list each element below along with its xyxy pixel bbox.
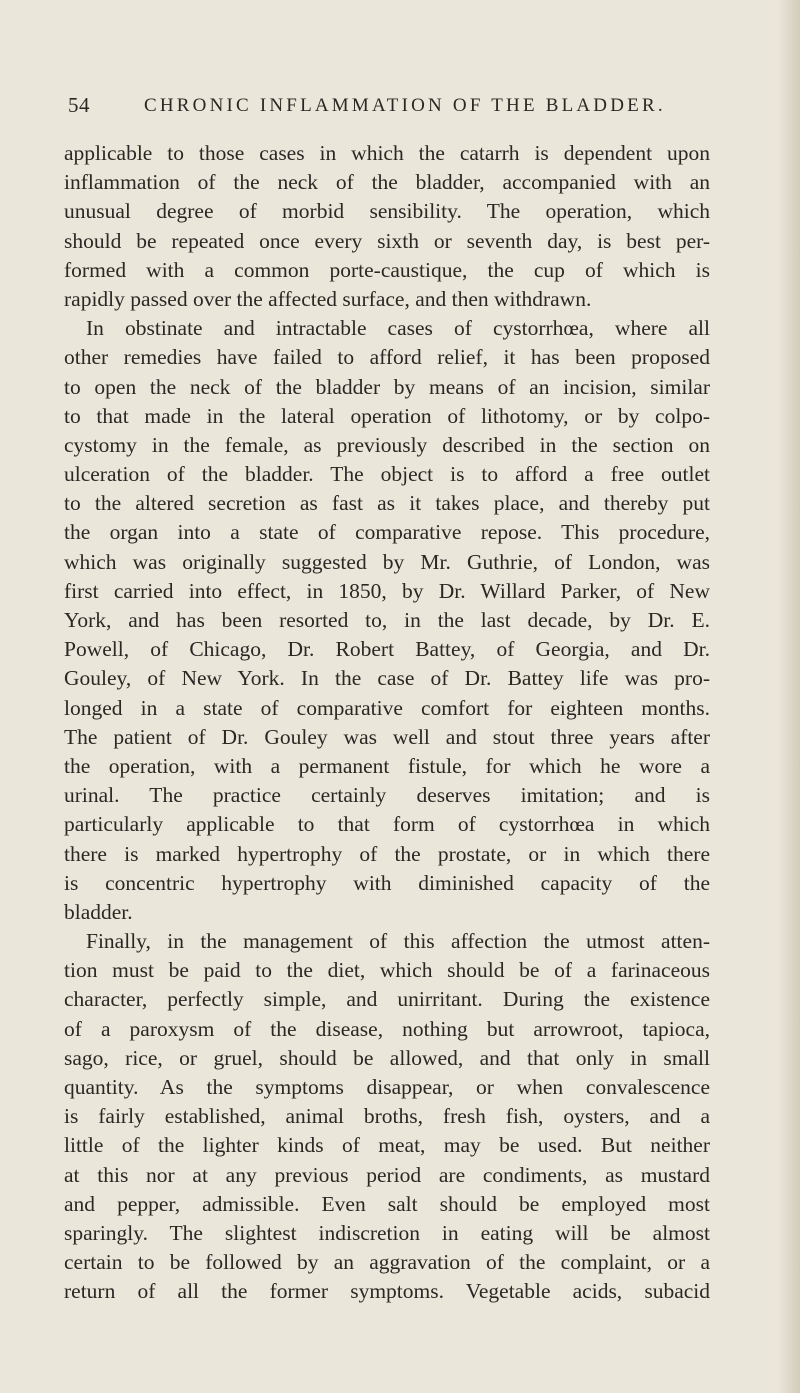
body-text <box>64 139 710 1307</box>
running-head: CHRONIC INFLAMMATION OF THE BLADDER. <box>144 95 666 116</box>
text-line: certain to be followed by an aggravation of the complaint, or a <box>64 1250 710 1275</box>
text-line: tion must be paid to the diet, which should be of a farinaceous <box>64 958 710 983</box>
text-line: to the altered secretion as fast as it takes place, and thereby put <box>64 491 710 516</box>
text-line: rapidly passed over the affected surface, and then withdrawn. <box>64 286 592 311</box>
text-line: little of the lighter kinds of meat, may be used. But neither <box>64 1133 710 1158</box>
text-line: first carried into effect, in 1850, by Dr. Willard Parker, of New <box>64 578 710 603</box>
text-line: bladder. <box>64 899 133 924</box>
text-line: Powell, of Chicago, Dr. Robert Battey, of Georgia, and Dr. <box>64 637 710 662</box>
text-line: quantity. As the symptoms disappear, or when convalescence <box>64 1075 710 1099</box>
text-line: and pepper, admissible. Even salt should be employed most <box>64 1191 710 1216</box>
text-line: sparingly. The slightest indiscretion in eating will be almost <box>64 1220 710 1245</box>
text-line: which was originally suggested by Mr. Guthrie, of London, was <box>64 549 710 574</box>
text-line: is concentric hypertrophy with diminished capacity of the <box>64 870 710 895</box>
text-line: York, and has been resorted to, in the last decade, by Dr. E. <box>64 608 710 632</box>
text-line: Finally, in the management of this affection the utmost atten- <box>86 929 710 954</box>
text-line: there is marked hypertrophy of the prostate, or in which there <box>64 841 710 866</box>
text-line: other remedies have failed to afford relief, it has been proposed <box>64 345 710 370</box>
text-line: applicable to those cases in which the catarrh is dependent upon <box>64 141 710 165</box>
text-line: is fairly established, animal broths, fresh fish, oysters, and a <box>64 1104 710 1129</box>
text-line: at this nor at any previous period are condiments, as mustard <box>64 1162 710 1187</box>
text-line: formed with a common porte-caustique, the cup of which is <box>64 257 710 282</box>
text-line: particularly applicable to that form of cystorrhœa in which <box>64 812 710 837</box>
text-line: the organ into a state of comparative repose. This procedure, <box>64 520 710 545</box>
page-header <box>68 93 708 123</box>
text-line: to open the neck of the bladder by means of an incision, similar <box>64 374 710 399</box>
text-line: longed in a state of comparative comfort for eighteen months. <box>64 695 710 720</box>
text-line: sago, rice, or gruel, should be allowed, and that only in small <box>64 1045 710 1070</box>
text-line: to that made in the lateral operation of lithotomy, or by colpo- <box>64 403 710 428</box>
text-line: return of all the former symptoms. Vegetable acids, subacid <box>64 1279 710 1304</box>
text-line: The patient of Dr. Gouley was well and stout three years after <box>64 724 710 749</box>
text-line: the operation, with a permanent fistule, for which he wore a <box>64 753 710 778</box>
text-line: inflammation of the neck of the bladder, accompanied with an <box>64 170 710 195</box>
text-line: unusual degree of morbid sensibility. The operation, which <box>64 199 710 224</box>
page-edge-shadow <box>778 0 800 1393</box>
text-line: urinal. The practice certainly deserves imitation; and is <box>64 783 710 808</box>
text-line: Gouley, of New York. In the case of Dr. Battey life was pro- <box>64 666 710 691</box>
text-line: In obstinate and intractable cases of cystorrhœa, where all <box>86 316 710 341</box>
page-number: 54 <box>68 93 90 117</box>
text-line: character, perfectly simple, and unirritant. During the existence <box>64 987 710 1012</box>
text-line: ulceration of the bladder. The object is to afford a free outlet <box>64 462 710 487</box>
text-line: cystomy in the female, as previously described in the section on <box>64 432 710 457</box>
text-line: of a paroxysm of the disease, nothing but arrowroot, tapioca, <box>64 1016 710 1041</box>
text-line: should be repeated once every sixth or seventh day, is best per- <box>64 228 710 253</box>
